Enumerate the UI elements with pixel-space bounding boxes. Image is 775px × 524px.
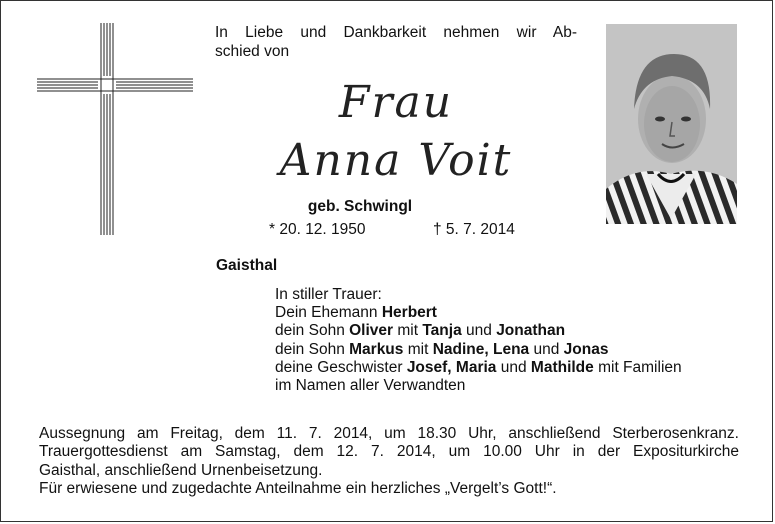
mourner-text: mit <box>393 322 423 340</box>
mourner-name: Nadine, Lena <box>432 340 530 358</box>
mourner-text: mit Familien <box>593 358 682 376</box>
mourner-name: Tanja <box>422 322 462 340</box>
mourner-text: dein Sohn <box>275 322 350 340</box>
hometown: Gaisthal <box>216 257 278 274</box>
mourner-row <box>275 304 745 322</box>
mourner-row <box>275 359 745 377</box>
mourner-name: Mathilde <box>530 358 594 376</box>
intro-line-1: In Liebe und Dankbarkeit nehmen wir Ab- <box>215 24 577 41</box>
cross-icon <box>37 23 193 235</box>
mourners-heading: In stiller Trauer: <box>275 286 382 303</box>
mourner-text: deine Geschwister <box>275 358 407 376</box>
mourners-list <box>275 286 745 395</box>
mourner-text: im Namen aller Verwandten <box>275 377 466 395</box>
mourner-text: und <box>496 358 531 376</box>
intro-line-2: schied von <box>215 43 290 60</box>
birth-date: * 20. 12. 1950 <box>269 221 366 238</box>
portrait-photo <box>606 24 737 224</box>
deceased-name: Anna Voit <box>279 135 513 186</box>
mourner-name: Herbert <box>381 304 437 322</box>
mourner-text: und <box>461 322 497 340</box>
mourner-text: Dein Ehemann <box>275 304 382 322</box>
mourner-name: Jonathan <box>496 322 566 340</box>
service-line-2: Trauergottesdienst am Samstag, dem 12. 7. 2014, um 10.00 Uhr in der Expositurkirche <box>39 443 739 461</box>
mourner-text: mit <box>403 340 433 358</box>
mourner-row <box>275 322 745 340</box>
salutation: Frau <box>338 77 454 128</box>
mourner-row <box>275 377 745 395</box>
service-info <box>39 425 739 499</box>
mourner-name: Oliver <box>349 322 394 340</box>
mourner-text: dein Sohn <box>275 340 350 358</box>
mourner-name: Jonas <box>563 340 609 358</box>
thanks-line: Für erwiesene und zugedachte Anteilnahme ein herzliches „Vergelt’s Gott!“. <box>39 480 557 498</box>
death-date: † 5. 7. 2014 <box>433 221 515 238</box>
mourner-row <box>275 341 745 359</box>
mourner-text: und <box>529 340 564 358</box>
service-line-3: Gaisthal, anschließend Urnenbeisetzung. <box>39 461 323 479</box>
intro-text <box>215 23 577 61</box>
mourner-name: Markus <box>349 340 404 358</box>
service-line-1: Aussegnung am Freitag, dem 11. 7. 2014, um 18.30 Uhr, anschließend Sterberosenkranz. <box>39 425 739 442</box>
maiden-name: geb. Schwingl <box>307 198 413 215</box>
mourner-name: Josef, Maria <box>406 358 497 376</box>
